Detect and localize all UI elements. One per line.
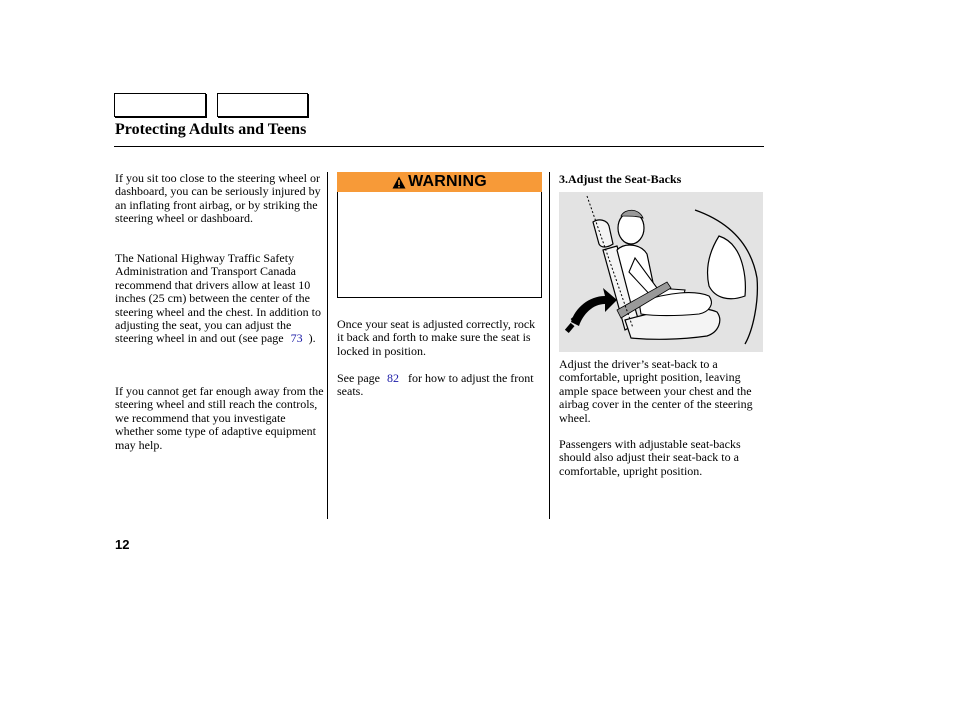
seat-back-illustration: [559, 192, 763, 352]
warning-header: [337, 172, 542, 192]
warning-triangle-icon: [392, 176, 406, 189]
col2-paragraph-2: [337, 372, 537, 399]
warning-label: WARNING: [408, 173, 487, 190]
col1-paragraph-2: [115, 252, 321, 346]
column-divider-1: [327, 172, 328, 519]
col2-paragraph-1: Once your seat is adjusted correctly, rock it back and forth to make sure the seat is locked in position.: [337, 317, 536, 358]
column-divider-2: [549, 172, 550, 519]
col1-paragraph-2-text: The National Highway Traffic Safety Administration and Transport Canada recommend that drivers allow at least 10 inches (25 cm) between the center of the steering wheel and the chest. In addition to adjusting the seat, you can adjust the steering wheel in and out (see page: [115, 251, 321, 346]
warning-box: [337, 192, 542, 298]
col2-paragraph-2-end: for how to adjust the front seats.: [337, 371, 534, 399]
col3-paragraph-1: Adjust the driver’s seat-back to a comfortable, upright position, leaving ample space between your chest and the airbag cover in the center of the steering wheel.: [559, 357, 753, 425]
nav-button-contents[interactable]: [114, 93, 206, 117]
col1-paragraph-1: If you sit too close to the steering wheel or dashboard, you can be seriously injured by an inflating front airbag, or by striking the steering wheel or dashboard.: [115, 171, 321, 226]
section-heading: 3.Adjust the Seat-Backs: [559, 172, 682, 186]
seat-adjust-arrow-icon: [571, 288, 617, 326]
page-title: Protecting Adults and Teens: [115, 121, 307, 138]
page-73-link[interactable]: 73: [290, 331, 303, 346]
col2-paragraph-2-text: See page: [337, 371, 380, 385]
col1-paragraph-3: If you cannot get far enough away from the steering wheel and still reach the controls, we recommend that you investigate whether some type of adaptive equipment may help.: [115, 384, 324, 452]
page-number: 12: [115, 537, 130, 552]
col3-paragraph-2: Passengers with adjustable seat-backs should also adjust their seat-back to a comfortable, upright position.: [559, 437, 741, 478]
page-82-link[interactable]: 82: [386, 371, 399, 385]
title-divider: [114, 146, 764, 147]
nav-button-index[interactable]: [217, 93, 308, 117]
col1-paragraph-2-end: ).: [308, 331, 316, 346]
